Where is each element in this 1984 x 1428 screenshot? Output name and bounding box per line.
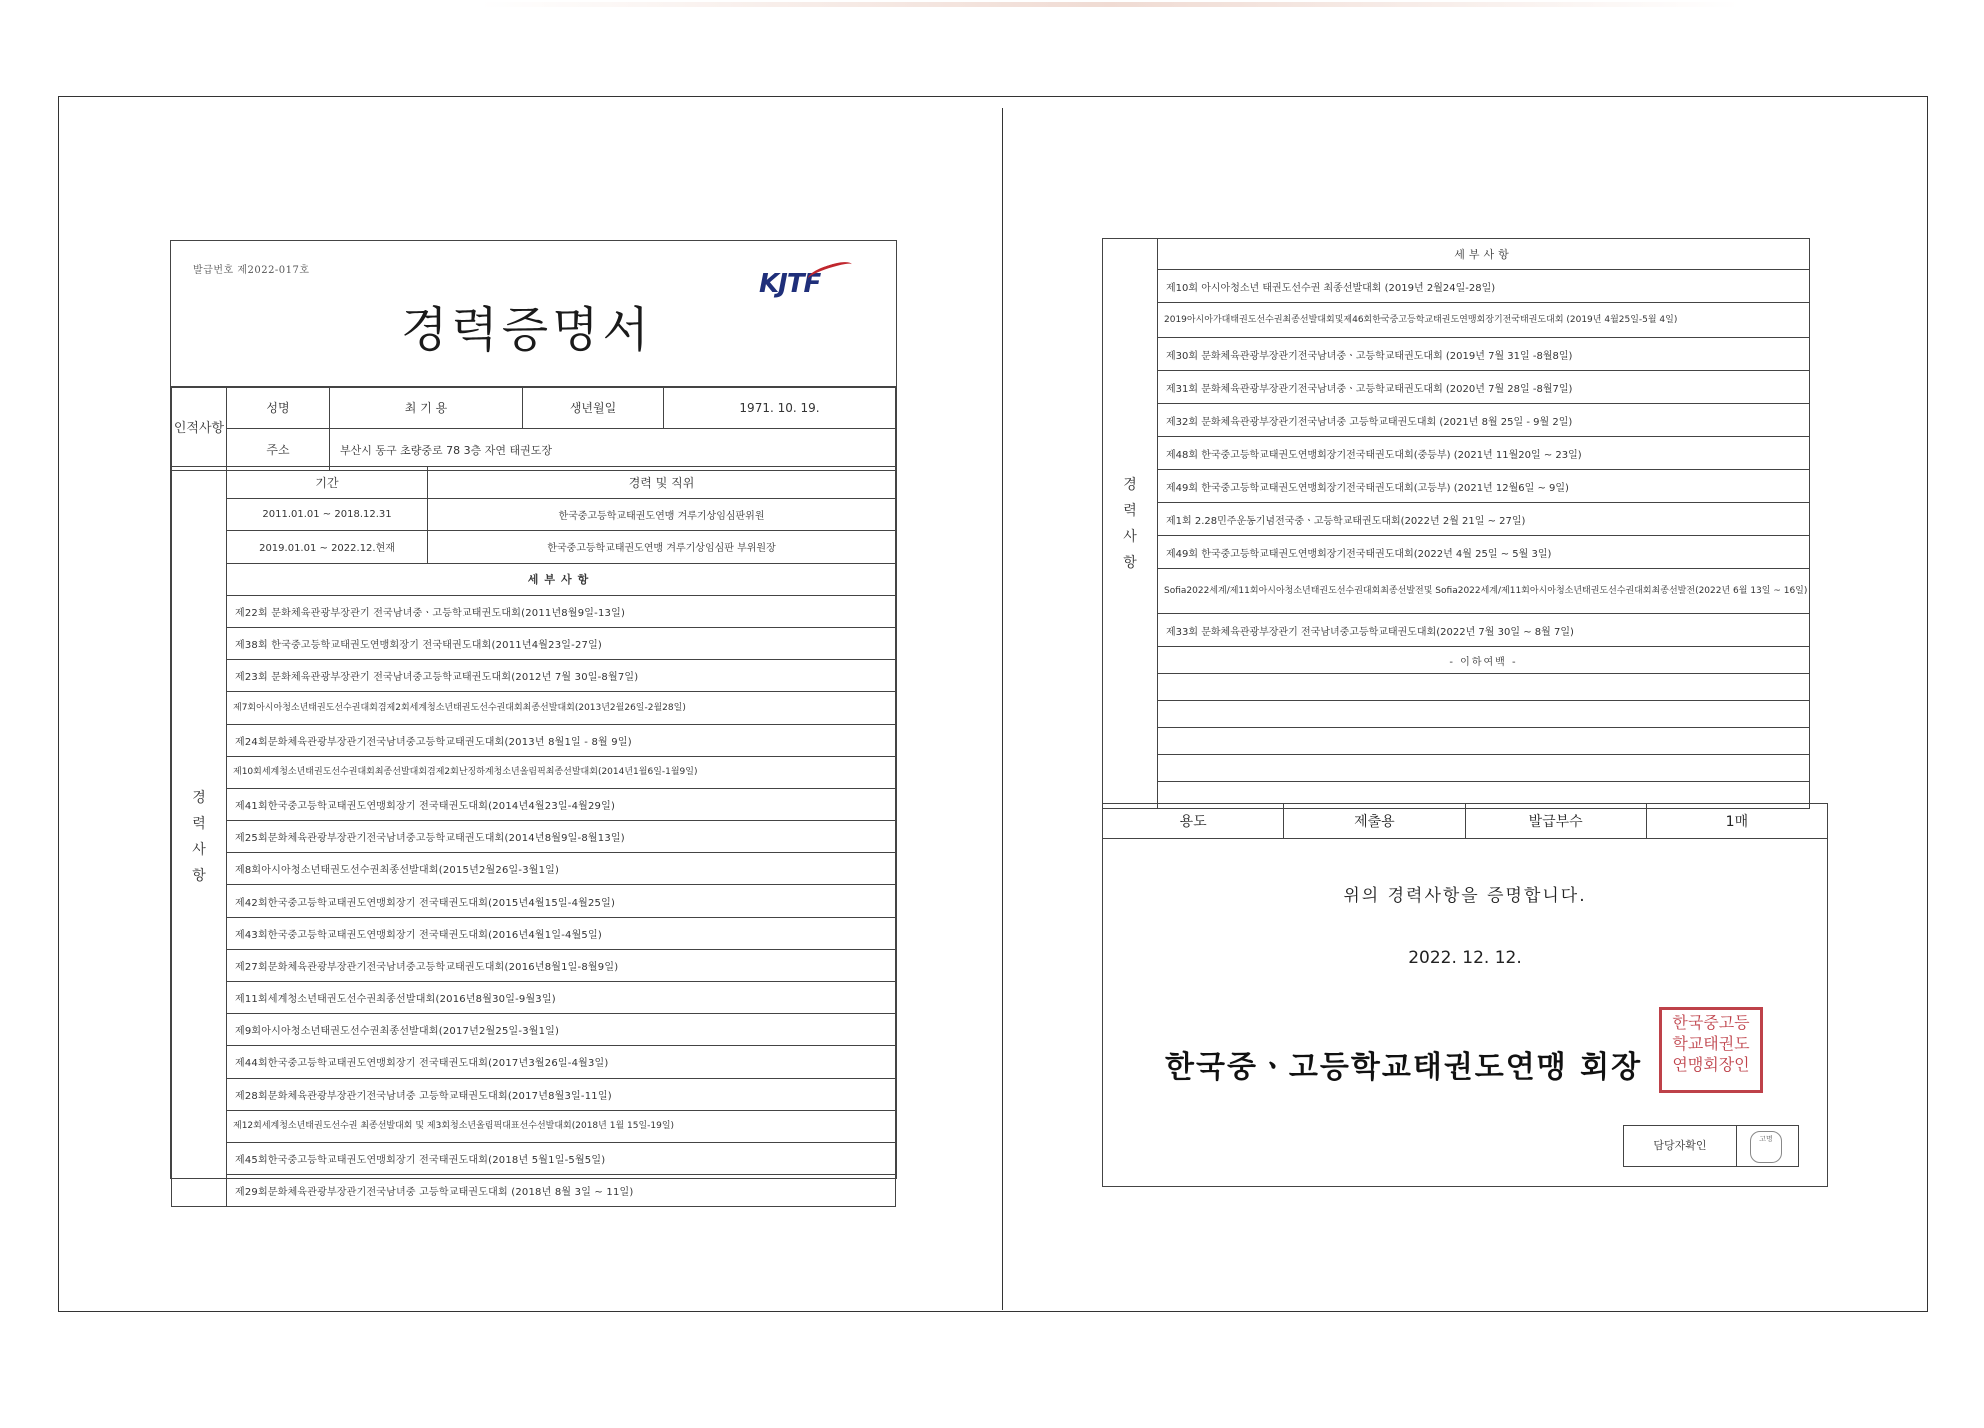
career-section-label-right [1103,239,1158,809]
detail-entry: 제11회세계청소년태권도선수권최종선발대회(2016년8월30일-9월3일) [227,982,896,1014]
detail-entry: 제33회 문화체육관광부장관기 전국남녀중고등학교태권도대회(2022년 7월 30일 ~ 8월 7일) [1158,614,1810,647]
scan-artifact [480,2,1740,7]
usage-label: 용도 [1103,804,1284,839]
detail-entry: 제30회 문화체육관광부장관기전국남녀중ㆍ고등학교태권도대회 (2019년 7월 31일 -8월8일) [1158,338,1810,371]
issuer-name: 한국중ㆍ고등학교태권도연맹 회장 [1165,1050,1643,1085]
career-section-text: 경력사항 [192,789,206,884]
end-of-list-mark: - 이하여백 - [1158,647,1810,674]
career-role: 한국중고등학교태권도연맹 겨루기상임심판 부위원장 [428,531,896,563]
career-section-text-right: 경력사항 [1123,476,1137,571]
detail-header: 세부사항 [227,563,896,595]
detail-entry: 제49회 한국중고등학교태권도연맹회장기전국태권도대회(고등부) (2021년 12월6일 ~ 9일) [1158,470,1810,503]
detail-entry: Sofia2022세계/제11회아시아청소년태권도선수권대회최종선발전및 Sofia2022세계/제11회아시아청소년태권도선수권대회최종선발전(2022년 6월 13일 ~ 16일) [1158,569,1810,614]
detail-entry: 제9회아시아청소년태권도선수권최종선발대회(2017년2월25일-3월1일) [227,1014,896,1046]
name-value: 최 기 용 [330,387,523,429]
detail-entry: 제10회 아시아청소년 태권도선수권 최종선발대회 (2019년 2월24일-28일) [1158,270,1810,303]
dob-label: 생년월일 [523,387,664,429]
confirm-label: 담당자확인 [1624,1126,1737,1166]
detail-entry: 제38회 한국중고등학교태권도연맹회장기 전국태권도대회(2011년4월23일-27일) [227,627,896,659]
detail-entry: 제49회 한국중고등학교태권도연맹회장기전국태권도대회(2022년 4월 25일 ~ 5월 3일) [1158,536,1810,569]
staff-confirmation-box [1623,1125,1799,1167]
detail-entry: 제10회세계청소년태권도선수권대회최종선발대회겸제2회난징하계청소년올림픽최종선발대회(2014년1월6일-1월9일) [227,756,896,788]
detail-entry: 제25회문화체육관광부장관기전국남녀중고등학교태권도대회(2014년8월9일-8월13일) [227,821,896,853]
career-detail-table [1102,238,1810,809]
detail-entry: 제1회 2.28민주운동기념전국중ㆍ고등학교태권도대회(2022년 2월 21일 ~ 27일) [1158,503,1810,536]
staff-stamp: 고명 [1750,1131,1782,1163]
usage-value: 제출용 [1284,804,1465,839]
detail-entry: 제27회문화체육관광부장관기전국남녀중고등학교태권도대회(2016년8월1일-8월9일) [227,949,896,981]
detail-entry: 제43회한국중고등학교태권도연맹회장기 전국태권도대회(2016년4월1일-4월5일) [227,917,896,949]
career-period: 2019.01.01 ~ 2022.12.현재 [227,531,428,563]
detail-entry: 제42회한국중고등학교태권도연맹회장기 전국태권도대회(2015년4월15일-4월25일) [227,885,896,917]
career-certificate-page-1 [170,240,897,1199]
blank-row [1158,674,1810,701]
detail-entry: 제23회 문화체육관광부장관기 전국남녀중고등학교태권도대회(2012년 7월 30일-8월7일) [227,660,896,692]
detail-header-right: 세부사항 [1158,239,1810,270]
detail-entry: 제31회 문화체육관광부장관기전국남녀중ㆍ고등학교태권도대회 (2020년 7월 28일 -8월7일) [1158,371,1810,404]
name-label: 성명 [227,387,330,429]
career-table [171,466,896,1207]
detail-entry: 제48회 한국중고등학교태권도연맹회장기전국태권도대회(중등부) (2021년 11월20일 ~ 23일) [1158,437,1810,470]
certification-box [1102,837,1828,1187]
issue-number: 발급번호 제2022-017호 [193,265,310,276]
logo-swoosh-icon [806,258,854,285]
detail-entry: 제7회아시아청소년태권도선수권대회겸제2회세계청소년태권도선수권대회최종선발대회(2013년2월26일-2월28일) [227,692,896,724]
career-period: 2011.01.01 ~ 2018.12.31 [227,499,428,531]
copies-label: 발급부수 [1465,804,1646,839]
blank-row [1158,728,1810,755]
career-certificate-page-2 [1102,238,1828,1186]
address-value: 부산시 동구 초량중로 78 3층 자연 태권도장 [330,429,896,471]
page-divider [1002,108,1004,1310]
detail-entry: 제28회문화체육관광부장관기전국남녀중 고등학교태권도대회(2017년8월3일-11일) [227,1078,896,1110]
period-header: 기간 [227,467,428,499]
kjtf-logo [759,263,869,311]
logo-mark: KJTF [759,269,821,299]
detail-entry: 제41회한국중고등학교태권도연맹회장기 전국태권도대회(2014년4월23일-4월29일) [227,788,896,820]
usage-table [1102,803,1828,839]
detail-entry: 제32회 문화체육관광부장관기전국남녀중 고등학교태권도대회 (2021년 8월 25일 - 9월 2일) [1158,404,1810,437]
blank-row [1158,755,1810,782]
detail-entry: 제29회문화체육관광부장관기전국남녀중 고등학교태권도대회 (2018년 8월 3일 ~ 11일) [227,1175,896,1207]
official-seal-stamp [1659,1007,1763,1093]
issue-date: 2022. 12. 12. [1408,948,1522,968]
role-header: 경력 및 직위 [428,467,896,499]
personal-info-table [171,386,896,471]
detail-entry: 제24회문화체육관광부장관기전국남녀중고등학교태권도대회(2013년 8월1일 - 8월 9일) [227,724,896,756]
detail-entry: 제44회한국중고등학교태권도연맹회장기 전국태권도대회(2017년3월26일-4월3일) [227,1046,896,1078]
document-title: 경력증명서 [401,302,653,358]
address-label: 주소 [227,429,330,471]
seal-text: 한국중고등학교태권도연맹회장인 [1672,1013,1750,1074]
detail-entry: 제12회세계청소년태권도선수권 최종선발대회 및 제3회청소년올림픽대표선수선발대회(2018년 1월 15일-19일) [227,1110,896,1142]
certification-text: 위의 경력사항을 증명합니다. [1343,886,1587,906]
copies-value: 1매 [1646,804,1827,839]
detail-entry: 제22회 문화체육관광부장관기 전국남녀중ㆍ고등학교태권도대회(2011년8월9일-13일) [227,595,896,627]
detail-entry: 제45회한국중고등학교태권도연맹회장기 전국태권도대회(2018년 5월1일-5월5일) [227,1142,896,1174]
dob-value: 1971. 10. 19. [664,387,896,429]
certificate-header [171,240,896,388]
personal-section-label: 인적사항 [172,387,227,471]
detail-entry: 2019아시아가대태권도선수권최종선발대회및제46회한국중고등학교태권도연맹회장기전국태권도대회 (2019년 4월25일-5월 4일) [1158,303,1810,338]
blank-row [1158,701,1810,728]
detail-entry: 제8회아시아청소년태권도선수권최종선발대회(2015년2월26일-3월1일) [227,853,896,885]
career-section-label [172,467,227,1207]
career-role: 한국중고등학교태권도연맹 겨루기상임심판위원 [428,499,896,531]
